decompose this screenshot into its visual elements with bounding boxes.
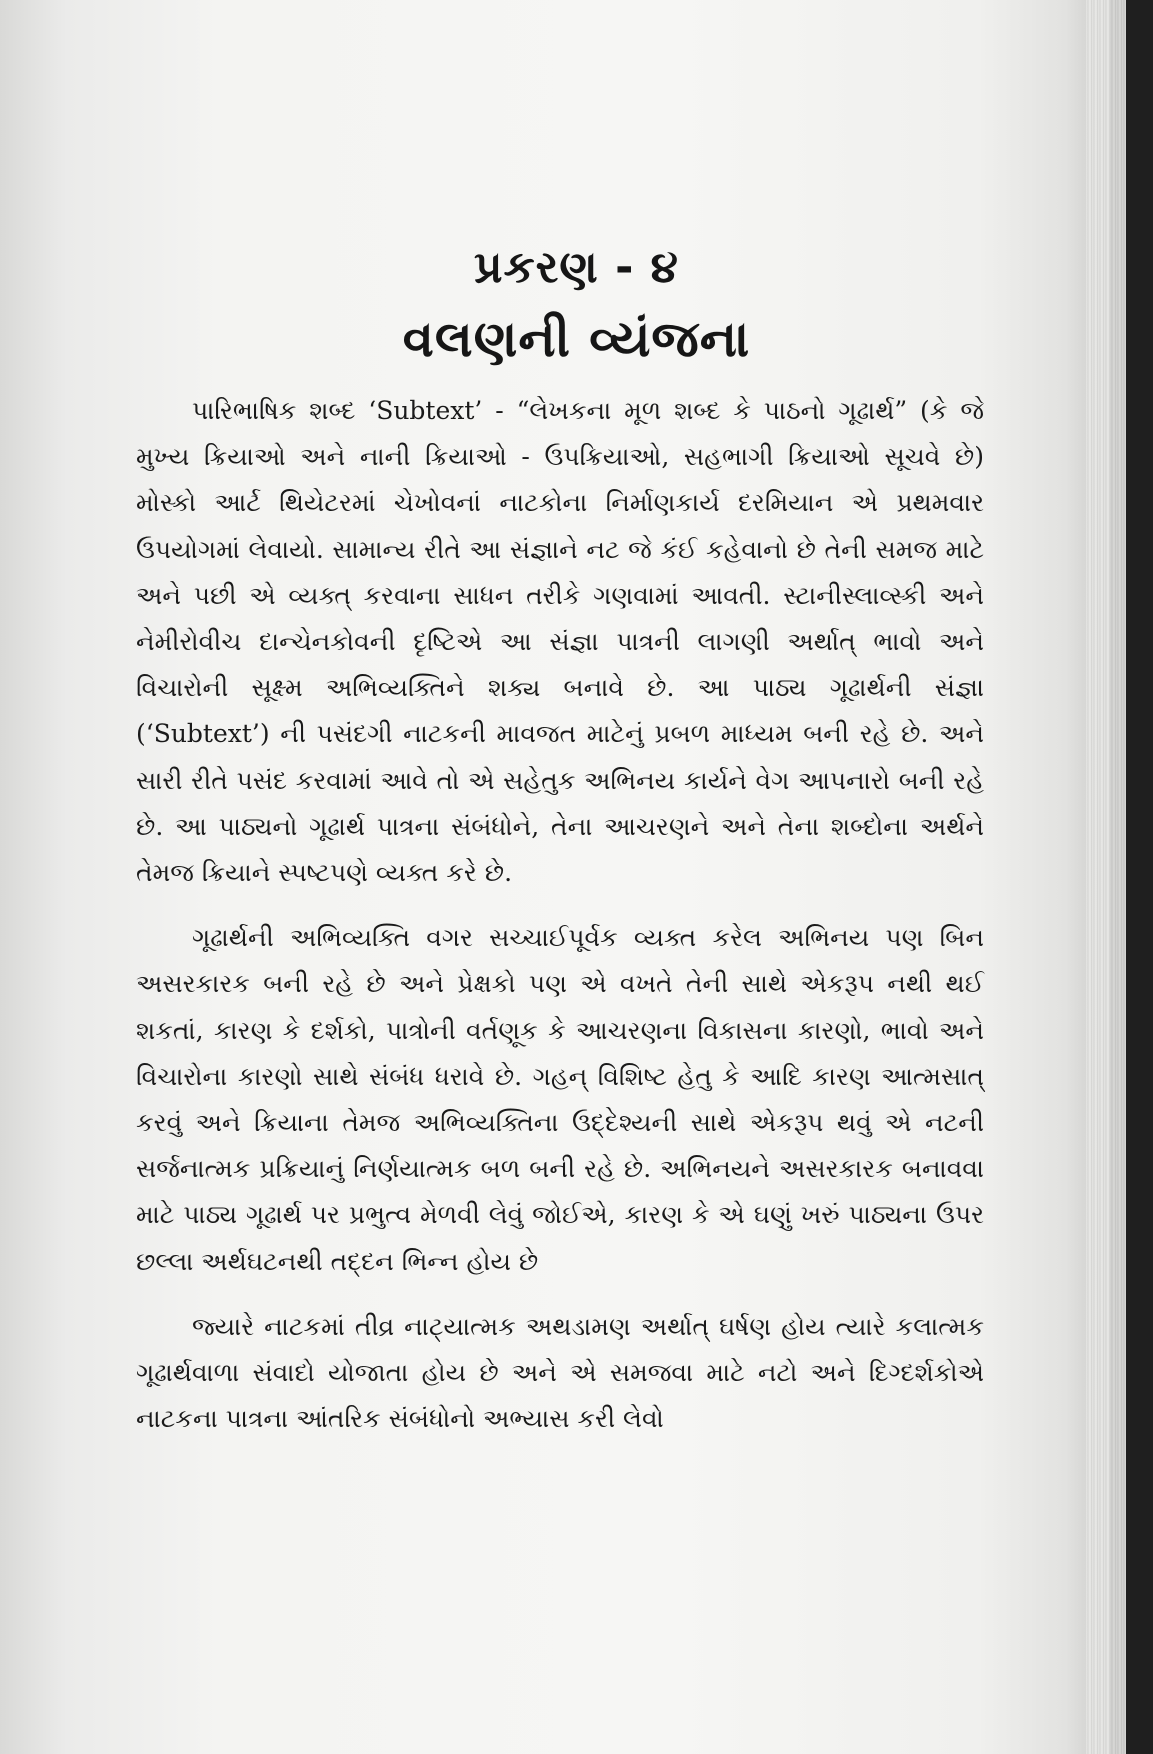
paragraph-1: પારિભાષિક શબ્દ ‘Subtext’ - “લેખકના મૂળ શબ્દ કે પાઠનો ગૂઢાર્થ” (કે જે મુખ્ય ક્રિયાઓ અને નાની ક્રિયાઓ - ઉપક્રિયાઓ, સહભાગી ક્રિયાઓ સૂચવે છે) મોસ્કો આર્ટ થિયેટરમાં ચેખોવનાં નાટકોના નિર્માણકાર્ય દરમિયાન એ પ્રથમવાર ઉપયોગમાં લેવાયો. સામાન્ય રીતે આ સંજ્ઞાને નટ જે કંઈ કહેવાનો છે તેની સમજ માટે અને પછી એ વ્યક્ત્ કરવાના સાધન તરીકે ગણવામાં આવતી. સ્ટાનીસ્લાવ્સ્કી અને નેમીરોવીચ દાન્ચેનકોવની દૃષ્ટિએ આ સંજ્ઞા પાત્રની લાગણી અર્થાત્ ભાવો અને વિચારોની સૂક્ષ્મ અભિવ્યક્તિને શક્ય બનાવે છે. આ પાઠ્ય ગૂઢાર્થની સંજ્ઞા (‘Subtext’) ની પસંદગી નાટકની માવજત માટેનું પ્રબળ માધ્યમ બની રહે છે. અને સારી રીતે પસંદ કરવામાં આવે તો એ સહેતુક અભિનય કાર્યને વેગ આપનારો બની રહે છે. આ પાઠ્યનો ગૂઢાર્થ પાત્રના સંબંધોને, તેના આચરણને અને તેના શબ્દોના અર્થને તેમજ ક્રિયાને સ્પષ્ટપણે વ્યક્ત કરે છે. (136, 396, 984, 888)
chapter-title: વલણની વ્યંજના (402, 310, 751, 368)
paragraph-2: ગૂઢાર્થની અભિવ્યક્તિ વગર સચ્ચાઈપૂર્વક વ્યક્ત કરેલ અભિનય પણ બિન અસરકારક બની રહે છે અને પ્રેક્ષકો પણ એ વખતે તેની સાથે એકરૂપ નથી થઈ શકતાં, કારણ કે દર્શકો, પાત્રોની વર્તણૂક કે આચરણના વિકાસના કારણો, ભાવો અને વિચારોના કારણો સાથે સંબંધ ધરાવે છે. ગહન્ વિશિષ્ટ હેતુ કે આદિ કારણ આત્મસાત્ કરવું અને ક્રિયાના તેમજ અભિવ્યક્તિના ઉદ્દેશ્યની સાથે એકરૂપ થવું એ નટની સર્જનાત્મક પ્રક્રિયાનું નિર્ણયાત્મક બળ બની રહે છે. અભિનયને અસરકારક બનાવવા માટે પાઠ્ય ગૂઢાર્થ પર પ્રભુત્વ મેળવી લેવું જોઈએ, કારણ કે એ ઘણું ખરું પાઠ્યના ઉપર છલ્લા અર્થઘટનથી તદ્દન ભિન્ન હોય છે (136, 923, 984, 1276)
paragraph-3: જ્યારે નાટકમાં તીવ્ર નાટ્યાત્મક અથડામણ અર્થાત્ ઘર્ષણ હોય ત્યારે કલાત્મક ગૂઢાર્થવાળા સંવાદો યોજાતા હોય છે અને એ સમજવા માટે નટો અને દિગ્દર્શકોએ નાટકના પાત્રના આંતરિક સંબંધોનો અભ્યાસ કરી લેવો (136, 1311, 984, 1434)
chapter-number: પ્રકરણ - ૪ (474, 242, 679, 293)
body-text (136, 388, 984, 1461)
